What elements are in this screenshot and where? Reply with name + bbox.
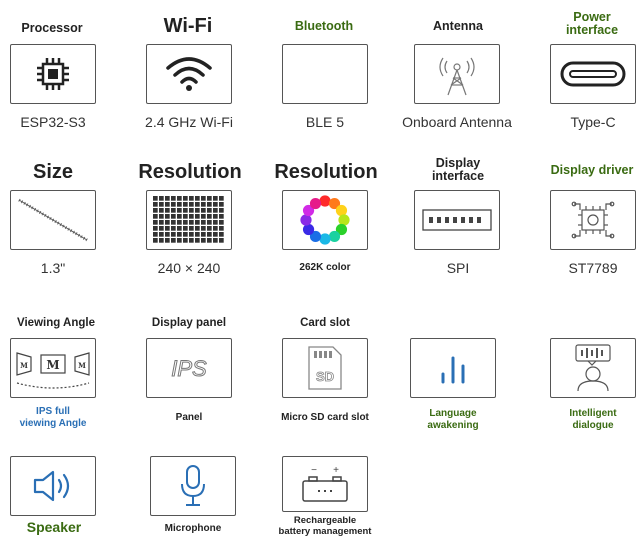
voice-bars-icon bbox=[433, 348, 473, 388]
pixel-cell bbox=[177, 232, 182, 237]
microphone-label: Microphone bbox=[164, 523, 222, 534]
bluetooth-title: Bluetooth bbox=[294, 19, 354, 33]
pixel-cell bbox=[207, 226, 212, 231]
antenna-label: Onboard Antenna bbox=[402, 114, 512, 130]
pixel-cell bbox=[219, 202, 224, 207]
resolution-icon-box bbox=[146, 190, 232, 250]
wifi-title: Wi-Fi bbox=[163, 15, 213, 37]
color-dot bbox=[319, 195, 330, 206]
pixel-cell bbox=[189, 232, 194, 237]
pixel-cell bbox=[219, 238, 224, 243]
pixel-cell bbox=[183, 232, 188, 237]
pixel-cell bbox=[213, 220, 218, 225]
resolution-title: Resolution bbox=[138, 161, 242, 183]
display-panel-title: Display panel bbox=[151, 317, 227, 329]
pixel-cell bbox=[195, 208, 200, 213]
pixel-cell bbox=[159, 232, 164, 237]
pixel-cell bbox=[189, 196, 194, 201]
language-label-line1: Language bbox=[429, 408, 477, 419]
pixel-cell bbox=[171, 238, 176, 243]
battery-icon-box bbox=[282, 456, 368, 512]
processor-label: ESP32-S3 bbox=[20, 114, 86, 130]
pixel-cell bbox=[153, 226, 158, 231]
pixel-cell bbox=[213, 196, 218, 201]
pixel-cell bbox=[201, 238, 206, 243]
power-label: Type-C bbox=[570, 114, 616, 130]
battery-label-line2: battery management bbox=[278, 525, 372, 537]
display-interface-title-line2: interface bbox=[431, 169, 485, 184]
pixel-cell bbox=[153, 214, 158, 219]
pixel-cell bbox=[195, 238, 200, 243]
processor-title: Processor bbox=[21, 21, 83, 35]
language-label-line2: awakening bbox=[427, 419, 479, 431]
antenna-title: Antenna bbox=[433, 19, 483, 33]
pixel-cell bbox=[159, 220, 164, 225]
pixel-cell bbox=[165, 226, 170, 231]
pixel-cell bbox=[171, 226, 176, 231]
card-slot-icon-box bbox=[282, 338, 368, 398]
pixel-cell bbox=[207, 220, 212, 225]
pixel-grid-icon bbox=[152, 195, 226, 245]
display-interface-title-line1: Display bbox=[435, 156, 481, 170]
color-wheel-icon bbox=[297, 192, 353, 248]
pixel-cell bbox=[207, 208, 212, 213]
pixel-cell bbox=[165, 238, 170, 243]
pixel-cell bbox=[189, 238, 194, 243]
pixel-cell bbox=[219, 226, 224, 231]
pixel-cell bbox=[195, 226, 200, 231]
color-dot bbox=[310, 198, 321, 209]
color-icon-box bbox=[282, 190, 368, 250]
pixel-cell bbox=[165, 208, 170, 213]
power-title-line1: Power bbox=[573, 10, 611, 24]
pixel-cell bbox=[219, 232, 224, 237]
pixel-cell bbox=[219, 220, 224, 225]
speaker-title: Speaker bbox=[26, 519, 82, 535]
sd-card-text: SD bbox=[315, 369, 335, 384]
pixel-cell bbox=[183, 226, 188, 231]
pixel-cell bbox=[189, 202, 194, 207]
viewing-angle-label-line2: viewing Angle bbox=[19, 417, 87, 429]
pixel-cell bbox=[195, 220, 200, 225]
antenna-tower-icon bbox=[435, 51, 479, 97]
battery-label bbox=[270, 516, 380, 538]
pixel-cell bbox=[165, 220, 170, 225]
color-dot bbox=[319, 233, 330, 244]
size-icon-box bbox=[10, 190, 96, 250]
pixel-cell bbox=[219, 214, 224, 219]
pixel-cell bbox=[183, 214, 188, 219]
dialogue-icon-box bbox=[550, 338, 636, 398]
ips-panel-text: IPS bbox=[171, 356, 207, 381]
pixel-cell bbox=[171, 232, 176, 237]
pixel-cell bbox=[153, 220, 158, 225]
bluetooth-label: BLE 5 bbox=[305, 114, 345, 130]
power-title-line2: interface bbox=[565, 23, 619, 38]
pixel-cell bbox=[201, 196, 206, 201]
pixel-cell bbox=[189, 220, 194, 225]
size-title: Size bbox=[32, 161, 74, 183]
sd-card-icon bbox=[303, 343, 347, 393]
card-slot-label: Micro SD card slot bbox=[281, 412, 369, 423]
battery-icon bbox=[300, 463, 350, 505]
display-panel-icon-box bbox=[146, 338, 232, 398]
pixel-cell bbox=[201, 226, 206, 231]
pixel-cell bbox=[171, 220, 176, 225]
pixel-cell bbox=[171, 196, 176, 201]
pixel-cell bbox=[159, 196, 164, 201]
pixel-cell bbox=[201, 232, 206, 237]
color-dot bbox=[300, 214, 311, 225]
pixel-cell bbox=[177, 238, 182, 243]
intelligent-dialogue-icon bbox=[568, 343, 618, 393]
pixel-cell bbox=[201, 220, 206, 225]
pixel-cell bbox=[195, 232, 200, 237]
viewing-angle-label bbox=[10, 406, 96, 429]
pixel-cell bbox=[171, 208, 176, 213]
ips-panel-icon bbox=[159, 351, 219, 385]
language-label bbox=[410, 408, 496, 431]
pixel-cell bbox=[189, 214, 194, 219]
pixel-cell bbox=[177, 202, 182, 207]
power-title bbox=[550, 11, 634, 37]
pixel-cell bbox=[165, 202, 170, 207]
pixel-cell bbox=[177, 196, 182, 201]
pixel-cell bbox=[159, 202, 164, 207]
pixel-cell bbox=[171, 214, 176, 219]
pixel-cell bbox=[207, 214, 212, 219]
color-dot bbox=[303, 224, 314, 235]
viewing-angle-right-letter: M bbox=[78, 361, 86, 370]
battery-label-line1: Rechargeable bbox=[293, 515, 357, 526]
dialogue-label bbox=[550, 408, 636, 431]
display-interface-title bbox=[410, 157, 506, 183]
pixel-cell bbox=[195, 202, 200, 207]
color-dot bbox=[329, 231, 340, 242]
wifi-label: 2.4 GHz Wi-Fi bbox=[145, 114, 233, 130]
pixel-cell bbox=[177, 208, 182, 213]
pixel-cell bbox=[159, 238, 164, 243]
pixel-cell bbox=[165, 232, 170, 237]
viewing-angle-icon bbox=[13, 343, 93, 393]
pixel-cell bbox=[183, 220, 188, 225]
card-slot-title: Card slot bbox=[300, 317, 350, 329]
resolution-label: 240 × 240 bbox=[157, 260, 221, 276]
display-interface-icon-box bbox=[414, 190, 500, 250]
pixel-cell bbox=[213, 214, 218, 219]
dialogue-label-line2: dialogue bbox=[572, 419, 614, 431]
display-driver-label: ST7789 bbox=[568, 260, 618, 276]
pixel-cell bbox=[159, 226, 164, 231]
pixel-cell bbox=[189, 208, 194, 213]
bluetooth-icon-box bbox=[282, 44, 368, 104]
driver-chip-icon bbox=[568, 198, 618, 242]
pixel-cell bbox=[213, 226, 218, 231]
pixel-cell bbox=[183, 202, 188, 207]
chip-icon bbox=[33, 54, 73, 94]
pixel-cell bbox=[201, 208, 206, 213]
color-title: Resolution bbox=[274, 161, 378, 183]
color-dot bbox=[338, 214, 349, 225]
display-driver-title: Display driver bbox=[550, 163, 634, 177]
pixel-cell bbox=[153, 208, 158, 213]
pixel-cell bbox=[153, 232, 158, 237]
wifi-icon-box bbox=[146, 44, 232, 104]
pixel-cell bbox=[153, 238, 158, 243]
pixel-cell bbox=[207, 202, 212, 207]
language-icon-box bbox=[410, 338, 496, 398]
pixel-cell bbox=[207, 196, 212, 201]
speaker-icon bbox=[31, 468, 75, 504]
pixel-cell bbox=[213, 202, 218, 207]
pixel-cell bbox=[201, 202, 206, 207]
pixel-cell bbox=[183, 238, 188, 243]
display-driver-icon-box bbox=[550, 190, 636, 250]
display-interface-label: SPI bbox=[446, 260, 470, 276]
color-label: 262K color bbox=[299, 262, 351, 273]
pixel-cell bbox=[201, 214, 206, 219]
pixel-cell bbox=[207, 232, 212, 237]
pixel-cell bbox=[177, 214, 182, 219]
microphone-icon bbox=[178, 464, 208, 508]
battery-plus: + bbox=[333, 465, 339, 476]
diagonal-measure-icon bbox=[13, 194, 93, 246]
display-panel-label: Panel bbox=[175, 412, 203, 423]
pixel-cell bbox=[165, 214, 170, 219]
usb-c-port-icon bbox=[560, 61, 626, 87]
speaker-icon-box bbox=[10, 456, 96, 516]
pixel-cell bbox=[213, 232, 218, 237]
pixel-cell bbox=[207, 238, 212, 243]
pixel-cell bbox=[189, 226, 194, 231]
pixel-cell bbox=[153, 196, 158, 201]
wifi-icon bbox=[164, 54, 214, 94]
pixel-cell bbox=[183, 196, 188, 201]
pin-header-icon bbox=[421, 208, 493, 232]
viewing-angle-title: Viewing Angle bbox=[17, 317, 95, 329]
viewing-angle-label-line1: IPS full bbox=[36, 406, 70, 417]
viewing-angle-icon-box bbox=[10, 338, 96, 398]
pixel-cell bbox=[177, 226, 182, 231]
pixel-cell bbox=[213, 208, 218, 213]
color-dot bbox=[336, 205, 347, 216]
pixel-cell bbox=[159, 208, 164, 213]
viewing-angle-letter: M bbox=[46, 358, 60, 372]
size-label: 1.3" bbox=[40, 260, 66, 276]
dialogue-label-line1: Intelligent bbox=[569, 408, 617, 419]
pixel-cell bbox=[195, 214, 200, 219]
pixel-cell bbox=[213, 238, 218, 243]
battery-minus: − bbox=[311, 465, 317, 476]
microphone-icon-box bbox=[150, 456, 236, 516]
pixel-cell bbox=[153, 202, 158, 207]
antenna-icon-box bbox=[414, 44, 500, 104]
pixel-cell bbox=[195, 196, 200, 201]
pixel-cell bbox=[219, 208, 224, 213]
viewing-angle-left-letter: M bbox=[20, 361, 28, 370]
pixel-cell bbox=[165, 196, 170, 201]
pixel-cell bbox=[219, 196, 224, 201]
pixel-cell bbox=[159, 214, 164, 219]
processor-icon-box bbox=[10, 44, 96, 104]
pixel-cell bbox=[183, 208, 188, 213]
pixel-cell bbox=[177, 220, 182, 225]
power-icon-box bbox=[550, 44, 636, 104]
pixel-cell bbox=[171, 202, 176, 207]
